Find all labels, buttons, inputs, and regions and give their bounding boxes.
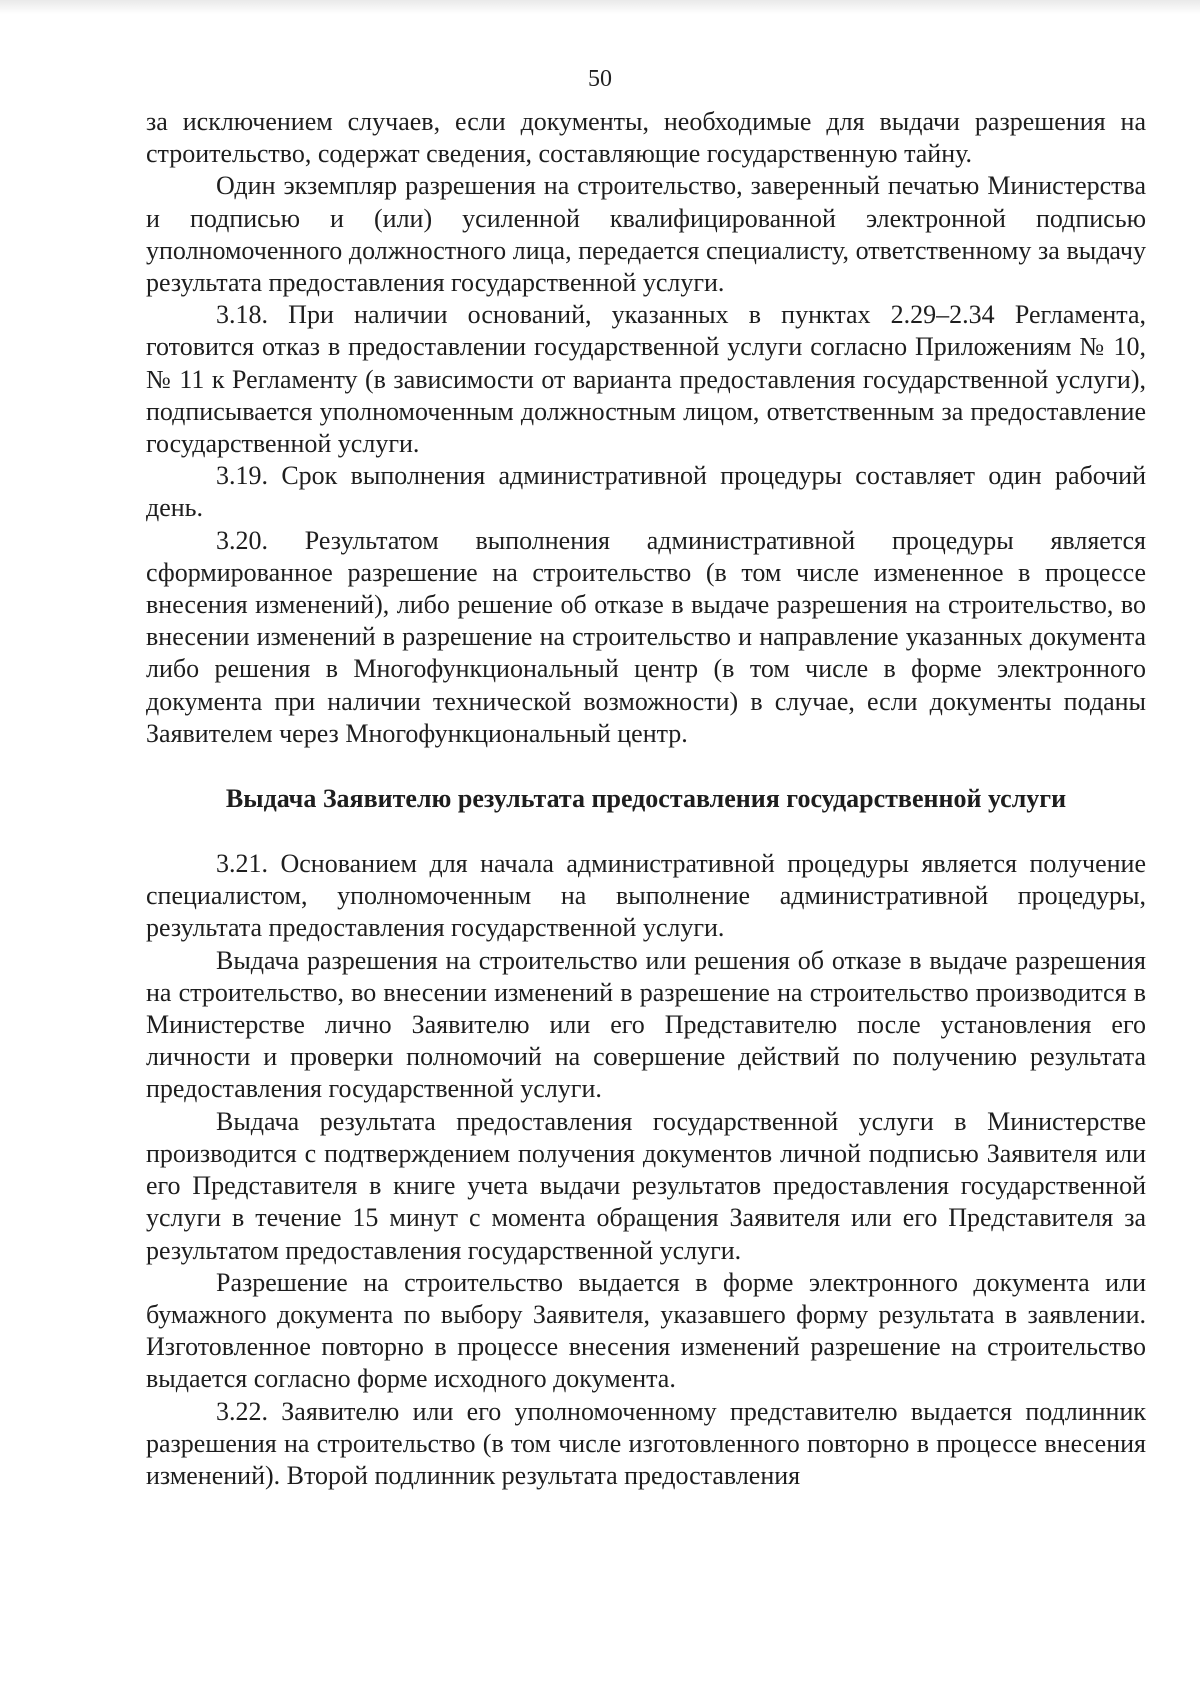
paragraph-3-18: 3.18. При наличии оснований, указанных в пунктах 2.29–2.34 Регламента, готовится отказ в предоставлении государственной услуги согласно Приложениям № 10, № 11 к Регламенту (в зависимости от варианта предоставления государственной услуги), подписывается уполномоченным должностным лицом, ответственным за предоставление государственной услуги. [146,300,1146,459]
paragraph-3-22: 3.22. Заявителю или его уполномоченному представителю выдается подлинник разрешения на строительство (в том числе изготовленного повторно в процессе внесения изменений). Второй подлинник результата предоставления [146,1396,1146,1490]
paragraph: Выдача результата предоставления государственной услуги в Министерстве производится с подтверждением получения документов личной подписью Заявителя или его Представителя в книге учета выдачи результатов предоставления государственной услуги в течение 15 минут с момента обращения Заявителя или его Представителя за результатом предоставления государственной услуги. [146,1106,1146,1265]
section-heading: Выдача Заявителю результата предоставления государственной услуги [225,784,1067,814]
paragraph: Разрешение на строительство выдается в форме электронного документа или бумажного документа по выбору Заявителя, указавшего форму результата в заявлении. Изготовленное повторно в процессе внесения изменений разрешение на строительство выдается согласно форме исходного документа. [146,1267,1146,1394]
paragraph: Выдача разрешения на строительство или решения об отказе в выдаче разрешения на строительство, во внесении изменений в разрешение на строительство производится в Министерстве лично Заявителю или его Представителю после установления его личности и проверки полномочий на совершение действий по получению результата предоставления государственной услуги. [146,945,1146,1104]
paragraphs-before [146,106,1146,750]
page-number: 50 [588,66,612,92]
paragraph-3-20: 3.20. Результатом выполнения административной процедуры является сформированное разрешение на строительство (в том числе измененное в процессе внесения изменений), либо решение об отказе в выдаче разрешения на строительство, во внесении изменений в разрешение на строительство и направление указанных документа либо решения в Многофункциональный центр (в том числе в форме электронного документа при наличии технической возможности) в случае, если документы поданы Заявителем через Многофункциональный центр. [146,525,1146,748]
paragraph: за исключением случаев, если документы, необходимые для выдачи разрешения на строительство, содержат сведения, составляющие государственную тайну. [146,107,1146,169]
paragraphs-after [146,848,1146,1492]
paragraph-3-19: 3.19. Срок выполнения административной процедуры составляет один рабочий день. [146,461,1146,523]
scan-edge [0,0,1200,14]
document-body [146,106,1146,1492]
paragraph: Один экземпляр разрешения на строительство, заверенный печатью Министерства и подписью и (или) усиленной квалифицированной электронной подписью уполномоченного должностного лица, передается специалисту, ответственному за выдачу результата предоставления государственной услуги. [146,171,1146,298]
paragraph-3-21: 3.21. Основанием для начала административной процедуры является получение специалистом, уполномоченным на выполнение административной процедуры, результата предоставления государственной услуги. [146,849,1146,943]
